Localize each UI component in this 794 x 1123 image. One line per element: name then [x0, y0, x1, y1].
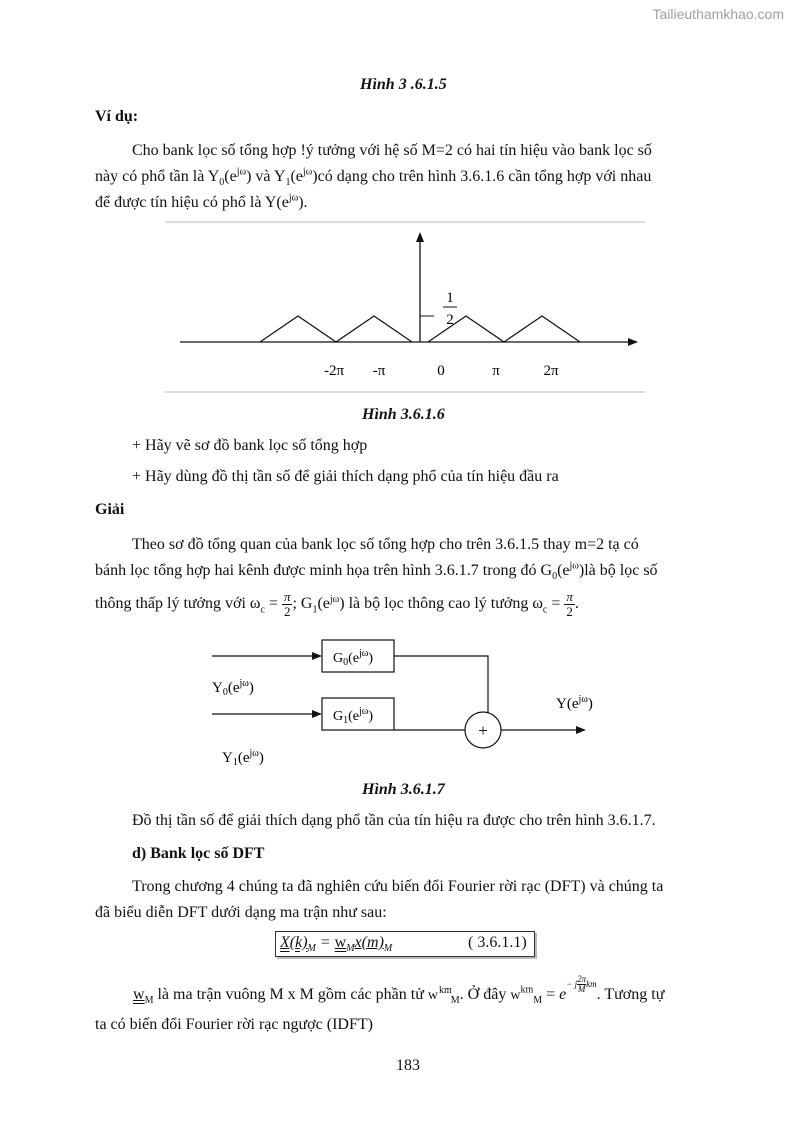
output-arrow-icon — [576, 726, 586, 734]
g0-label: $G_0(e^{j\omega})$ — [333, 648, 374, 668]
half-denominator: 2 — [446, 312, 454, 328]
wm-paragraph-line2: ta có biến đổi Fourier rời rạc ngược (IDFT) — [95, 1016, 373, 1033]
pi-over-2-fraction: $\frac{\pi}{2}$ — [283, 589, 291, 619]
solution-heading: Giải — [95, 501, 125, 518]
tick-label-zero: 0 — [437, 363, 445, 379]
plus-icon: + — [478, 721, 488, 740]
magnitude-axis-arrow-icon — [416, 232, 424, 242]
task-1: + Hãy vẽ sơ đồ bank lọc số tổng hợp — [132, 437, 368, 454]
solution-paragraph: Theo sơ đồ tổng quan của bank lọc số tổng hợp cho trên 3.6.1.5 thay m=2 tạ có bánh lọc tổng hợp hai kênh được minh họa trên hình 3.6.1.7 trong đó $G_0(e^{j\omega})là$ bộ lọc số thông thấp lý tưởng với $\omega_c$ = $\frac{\pi}{2}$ ; $G_1(e^{j\omega})$ là bộ lọc thông cao lý tưởng $\omega_c$ = $\frac{\pi}{2}$ . — [95, 536, 658, 619]
figure-caption-3616: Hình 3.6.1.6 — [362, 406, 445, 423]
tick-label-pi: π — [492, 363, 500, 379]
page-number: 183 — [396, 1057, 420, 1074]
watermark: Tailieuthamkhao.com — [652, 6, 784, 22]
figure-caption-3617: Hình 3.6.1.7 — [362, 781, 445, 798]
g1-label: $G_1(e^{j\omega})$ — [333, 706, 374, 726]
tick-label-2pi: 2π — [543, 363, 559, 379]
wm-paragraph: $w_M$ là ma trận vuông M x M gồm các phần tử $w^{km}_M$. Ở đây $w^{km}_M = e^{- j \frac{2\pi}{M} km}$. Tương tự — [133, 974, 665, 1007]
y-output-label: $Y(e^{j\omega})$ — [556, 694, 593, 712]
dft-paragraph: Trong chương 4 chúng ta đã nghiên cứu biến đổi Fourier rời rạc (DFT) và chúng ta đã biểu diễn DFT dưới dạng ma trận như sau: — [95, 878, 664, 921]
equation-label: ( 3.6.1.1) — [468, 934, 527, 951]
y1-label: $Y_1(e^{j\omega})$ — [222, 748, 264, 768]
frequency-axis-arrow-icon — [628, 338, 638, 346]
task-2: + Hãy dùng đồ thị tần số để giải thích dạng phổ của tín hiệu đầu ra — [132, 468, 559, 485]
spectrum-left — [260, 316, 412, 342]
filter-bank-diagram — [200, 630, 620, 775]
dft-equation: $X(k)_M = w_Mx(m)_M$ ( 3.6.1.1) — [275, 931, 535, 957]
spectrum-figure — [160, 220, 650, 400]
section-d-heading: d) Bank lọc số DFT — [132, 845, 265, 862]
g0-output-line — [394, 656, 488, 714]
figure-caption-3615: Hình 3 .6.1.5 — [360, 76, 447, 93]
example-heading: Ví dụ: — [95, 108, 139, 125]
pi-over-2-fraction-2: $\frac{\pi}{2}$ — [566, 589, 573, 619]
y0-label: $Y_0(e^{j\omega})$ — [212, 678, 254, 698]
tick-label-negpi: -π — [372, 363, 386, 379]
y1-arrow-icon — [312, 710, 322, 718]
figure-note: Đồ thị tần số để giải thích dạng phổ tần của tín hiệu ra được cho trên hình 3.6.1.7. — [132, 812, 656, 829]
half-numerator: 1 — [446, 290, 454, 306]
y0-arrow-icon — [312, 652, 322, 660]
tick-label-neg2pi: -2π — [323, 363, 345, 379]
example-paragraph: Cho bank lọc số tổng hợp !ý tưởng với hệ số M=2 có hai tín hiệu vào bank lọc số này có phổ tần là $Y_0(e^{j\omega})$ và $Y_1(e^{j\omega})có$ dạng cho trên hình 3.6.1.6 cần tổng hợp với nhau để được tín hiệu có phổ là $Y(e^{j\omega})$. — [95, 142, 652, 211]
